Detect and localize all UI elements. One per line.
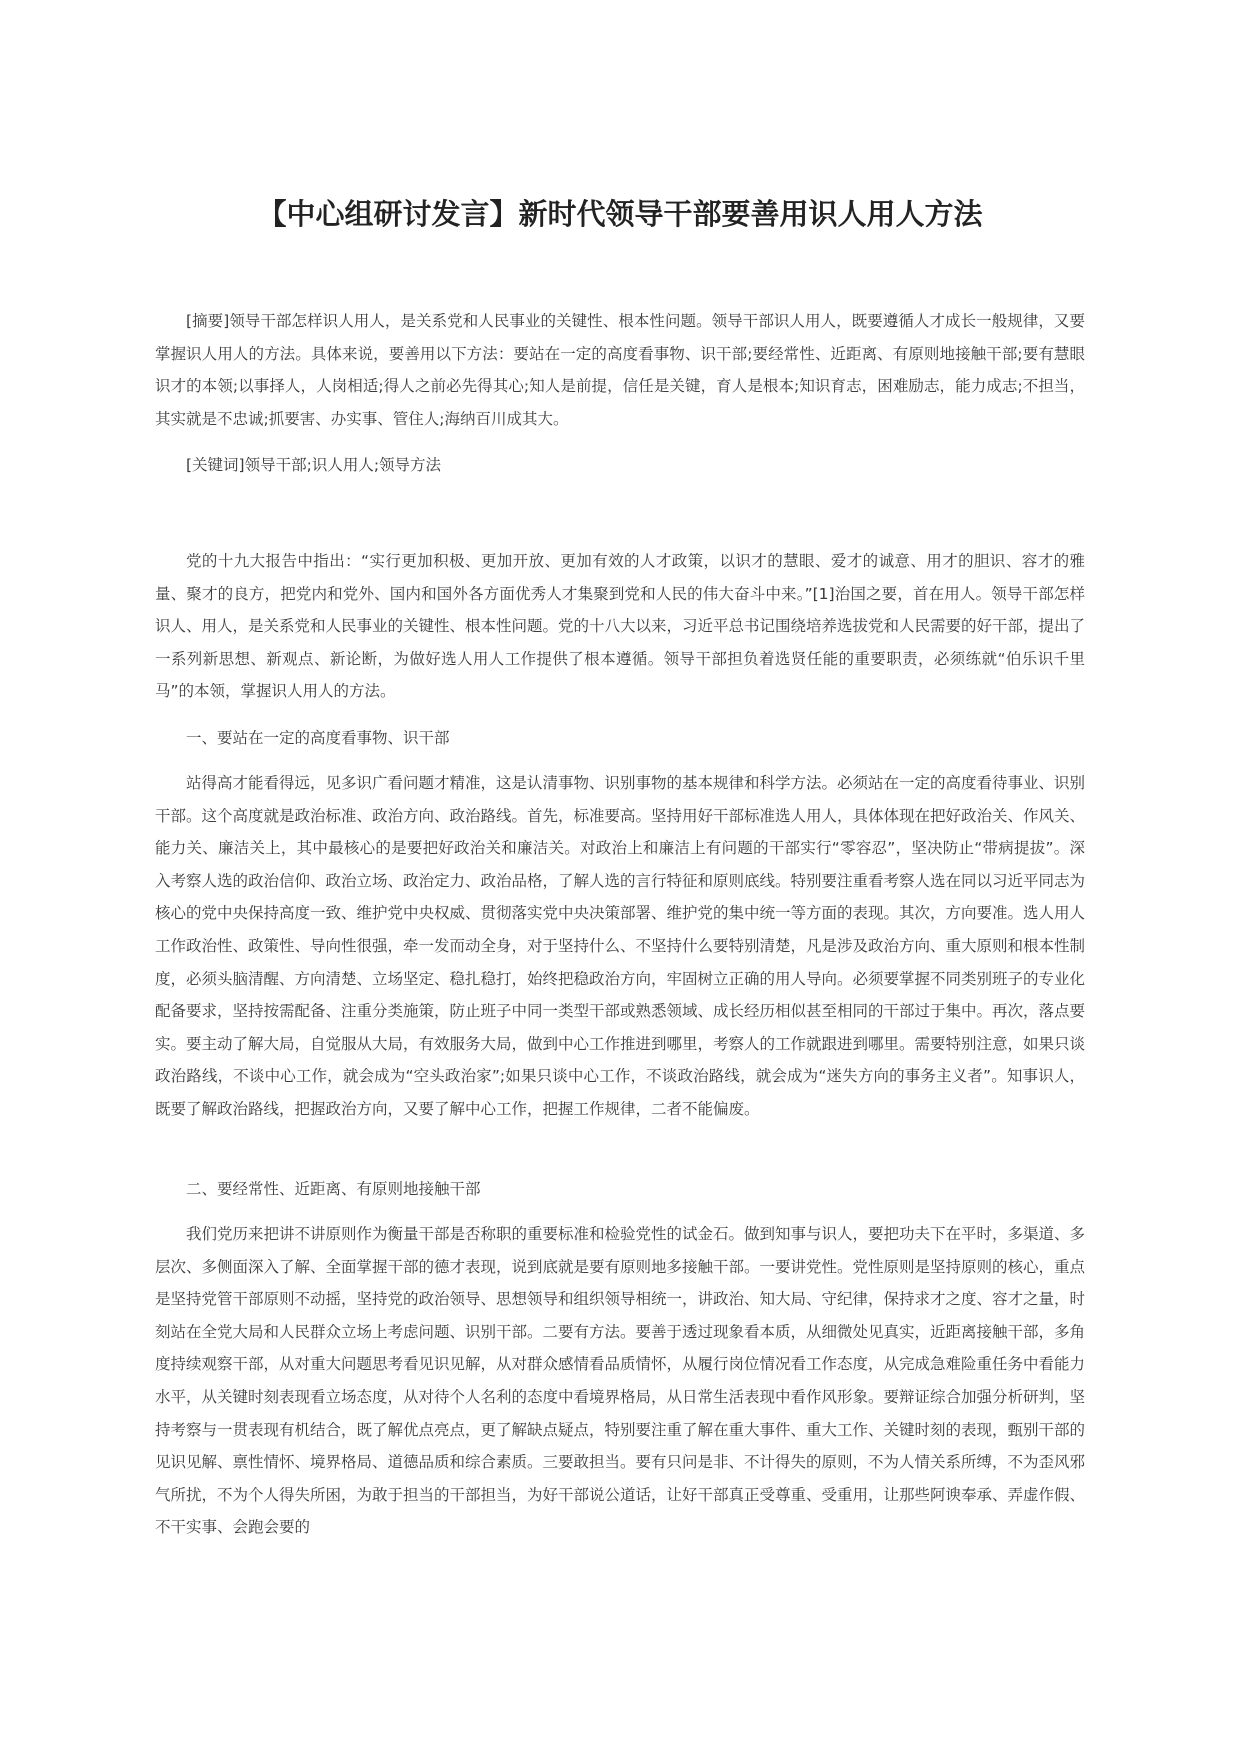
section-2-paragraph: 我们党历来把讲不讲原则作为衡量干部是否称职的重要标准和检验党性的试金石。做到知事与识人，要把功夫下在平时，多渠道、多层次、多侧面深入了解、全面掌握干部的德才表现，说到底就是要有原则地多接触干部。一要讲党性。党性原则是坚持原则的核心，重点是坚持党管干部原则不动摇，坚持党的政治领导、思想领导和组织领导相统一，讲政治、知大局、守纪律，保持求才之度、容才之量，时刻站在全党大局和人民群众立场上考虑问题、识别干部。二要有方法。要善于透过现象看本质，从细微处见真实，近距离接触干部，多角度持续观察干部，从对重大问题思考看见识见解，从对群众感情看品质情怀，从履行岗位情况看工作态度，从完成急难险重任务中看能力水平，从关键时刻表现看立场态度，从对待个人名利的态度中看境界格局，从日常生活表现中看作风形象。要辩证综合加强分析研判，坚持考察与一贯表现有机结合，既了解优点亮点，更了解缺点疑点，特别要注重了解在重大事件、重大工作、关键时刻的表现，甄别干部的见识见解、禀性情怀、境界格局、道德品质和综合素质。三要敢担当。要有只问是非、不计得失的原则，不为人情关系所缚，不为歪风邪气所扰，不为个人得失所困，为敢于担当的干部担当，为好干部说公道话，让好干部真正受尊重、受重用，让那些阿谀奉承、弄虚作假、不干实事、会跑会要的 — [155, 1225, 1086, 1537]
intro-paragraph: 党的十九大报告中指出：“实行更加积极、更加开放、更加有效的人才政策，以识才的慧眼、爱才的诚意、用才的胆识、容才的雅量、聚才的良方，把党内和党外、国内和国外各方面优秀人才集聚到党和人民的伟大奋斗中来。”[1]治国之要，首在用人。领导干部怎样识人、用人，是关系党和人民事业的关键性、根本性问题。党的十八大以来，习近平总书记围绕培养选拔党和人民需要的好干部，提出了一系列新思想、新观点、新论断，为做好选人用人工作提供了根本遵循。领导干部担负着选贤任能的重要职责，必须练就“伯乐识千里马”的本领，掌握识人用人的方法。 — [155, 552, 1086, 701]
document-title: 【中心组研讨发言】新时代领导干部要善用识人用人方法 — [257, 197, 983, 231]
section-1-paragraph: 站得高才能看得远，见多识广看问题才精准，这是认清事物、识别事物的基本规律和科学方法。必须站在一定的高度看待事业、识别干部。这个高度就是政治标准、政治方向、政治路线。首先，标准要高。坚持用好干部标准选人用人，具体体现在把好政治关、作风关、能力关、廉洁关上，其中最核心的是要把好政治关和廉洁关。对政治上和廉洁上有问题的干部实行“零容忍”，坚决防止“带病提拔”。深入考察人选的政治信仰、政治立场、政治定力、政治品格，了解人选的言行特征和原则底线。特别要注重看考察人选在同以习近平同志为核心的党中央保持高度一致、维护党中央权威、贯彻落实党中央决策部署、维护党的集中统一等方面的表现。其次，方向要准。选人用人工作政治性、政策性、导向性很强，牵一发而动全身，对于坚持什么、不坚持什么要特别清楚，凡是涉及政治方向、重大原则和根本性制度，必须头脑清醒、方向清楚、立场坚定、稳扎稳打，始终把稳政治方向，牢固树立正确的用人导向。必须要掌握不同类别班子的专业化配备要求，坚持按需配备、注重分类施策，防止班子中同一类型干部或熟悉领域、成长经历相似甚至相同的干部过于集中。再次，落点要实。要主动了解大局，自觉服从大局，有效服务大局，做到中心工作推进到哪里，考察人的工作就跟进到哪里。需要特别注意，如果只谈政治路线，不谈中心工作，就会成为“空头政治家”;如果只谈中心工作，不谈政治路线，就会成为“迷失方向的事务主义者”。知事识人，既要了解政治路线，把握政治方向，又要了解中心工作，把握工作规律，二者不能偏废。 — [155, 774, 1086, 1118]
abstract-paragraph: [摘要]领导干部怎样识人用人，是关系党和人民事业的关键性、根本性问题。领导干部识人用人，既要遵循人才成长一般规律，又要掌握识人用人的方法。具体来说，要善用以下方法：要站在一定的高度看事物、识干部;要经常性、近距离、有原则地接触干部;要有慧眼识才的本领;以事择人，人岗相适;得人之前必先得其心;知人是前提，信任是关键，育人是根本;知识育志，困难励志，能力成志;不担当，其实就是不忠诚;抓要害、办实事、管住人;海纳百川成其大。 — [155, 312, 1085, 428]
section-heading-2: 二、要经常性、近距离、有原则地接触干部 — [186, 1180, 481, 1198]
section-heading-1: 一、要站在一定的高度看事物、识干部 — [186, 729, 450, 747]
keywords-paragraph: [关键词]领导干部;识人用人;领导方法 — [186, 456, 442, 474]
